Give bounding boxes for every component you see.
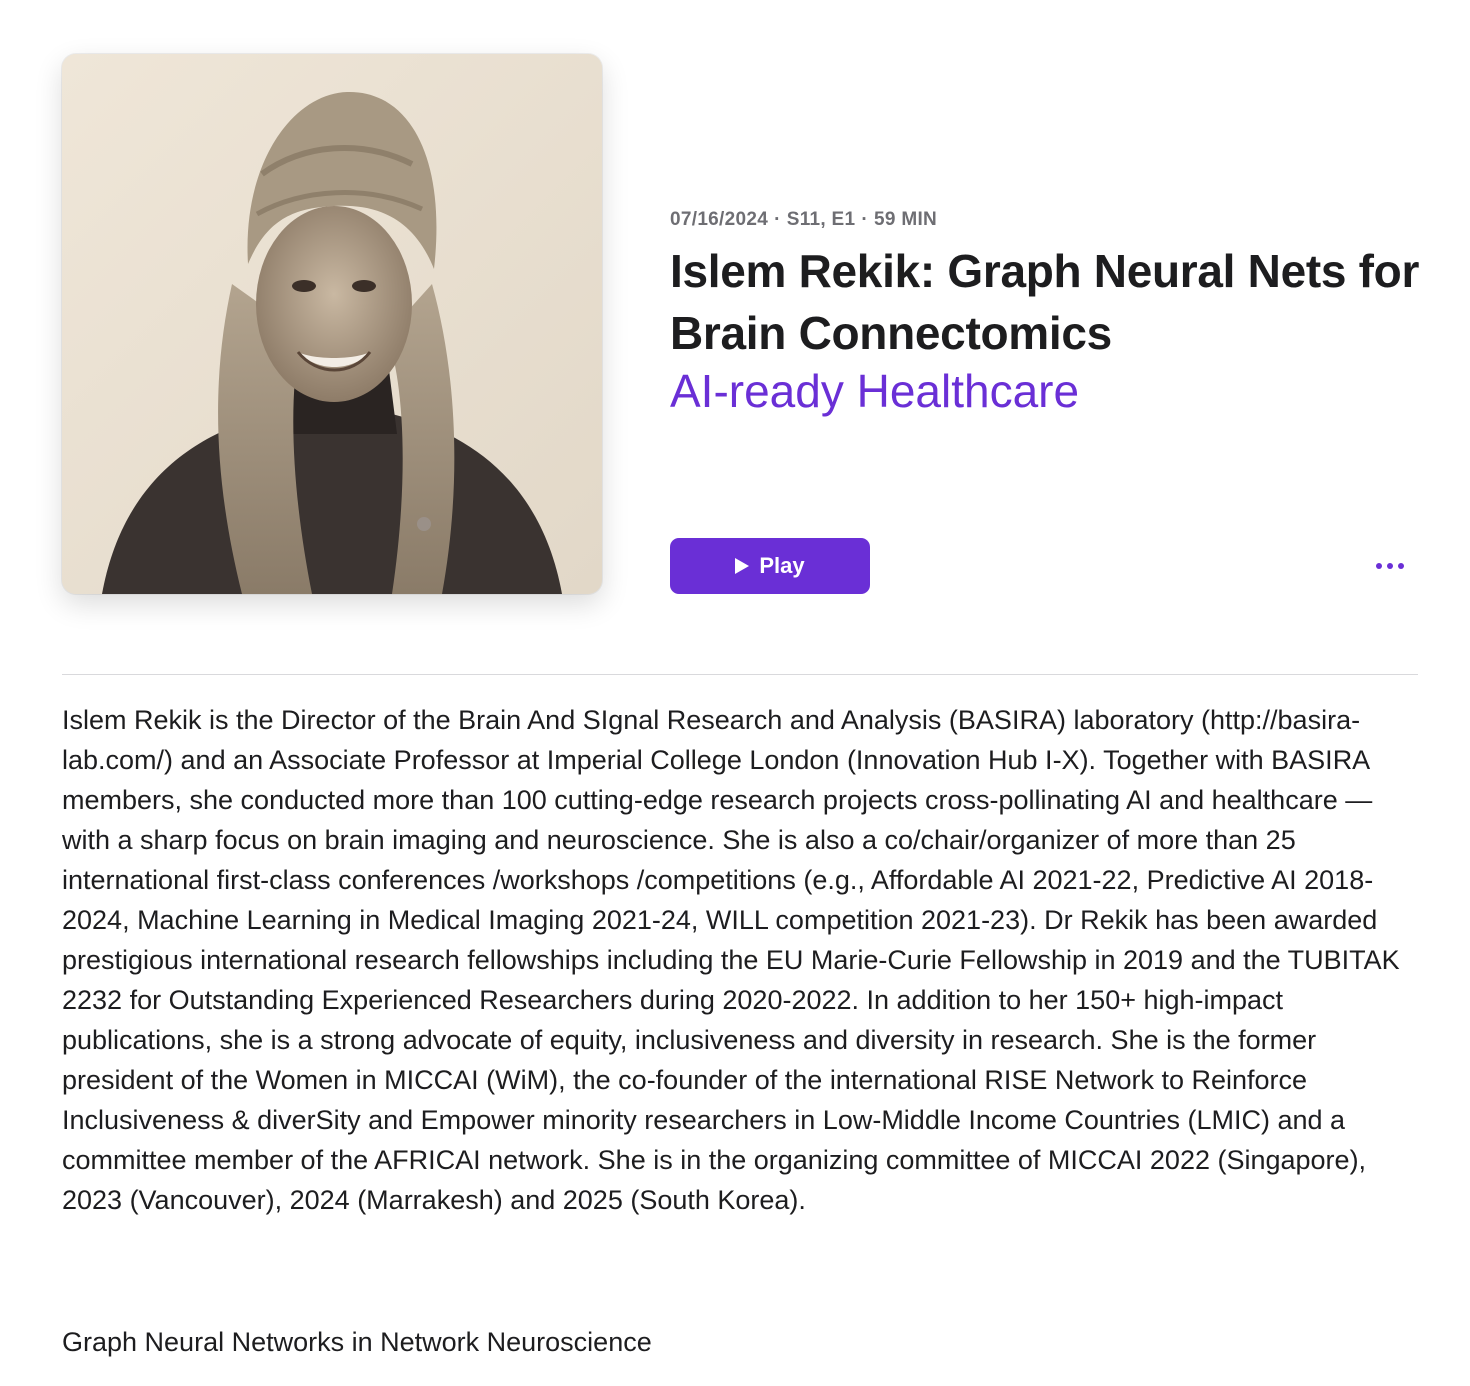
section-divider bbox=[62, 674, 1418, 675]
ellipsis-icon bbox=[1376, 563, 1382, 569]
episode-date: 07/16/2024 bbox=[670, 209, 769, 230]
episode-footer-note: Graph Neural Networks in Network Neuroscience bbox=[62, 1327, 652, 1357]
more-options-button[interactable] bbox=[1370, 550, 1410, 582]
meta-separator: · bbox=[774, 209, 781, 230]
show-name-link[interactable]: AI-ready Healthcare bbox=[670, 365, 1080, 417]
play-icon bbox=[735, 558, 749, 574]
play-button-label: Play bbox=[759, 553, 805, 578]
episode-duration: 59 MIN bbox=[874, 209, 938, 230]
guest-portrait-image bbox=[62, 54, 602, 594]
ellipsis-icon bbox=[1398, 563, 1404, 569]
play-button[interactable] bbox=[670, 538, 870, 594]
episode-season-number: S11, E1 bbox=[786, 209, 856, 230]
episode-title: Islem Rekik: Graph Neural Nets for Brain Connectomics bbox=[670, 245, 1420, 359]
episode-description: Islem Rekik is the Director of the Brain And SIgnal Research and Analysis (BASIRA) laboratory (http://basira-lab.com/) and an Associate Professor at Imperial College London (Innovation Hub I-X). Together with BASIRA members, she conducted more than 100 cutting-edge research projects cross-pollinating AI and healthcare —with a sharp focus on brain imaging and neuroscience. She is also a co/chair/organizer of more than 25 international first-class conferences /workshops /competitions (e.g., Affordable AI 2021-22, Predictive AI 2018-2024, Machine Learning in Medical Imaging 2021-24, WILL competition 2021-23). Dr Rekik has been awarded prestigious international research fellowships including the EU Marie-Curie Fellowship in 2019 and the TUBITAK 2232 for Outstanding Experienced Researchers during 2020-2022. In addition to her 150+ high-impact publications, she is a strong advocate of equity, inclusiveness and diversity in research. She is the former president of the Women in MICCAI (WiM), the co-founder of the international RISE Network to Reinforce Inclusiveness & diverSity and Empower minority researchers in Low-Middle Income Countries (LMIC) and a committee member of the AFRICAI network. She is in the organizing committee of MICCAI 2022 (Singapore), 2023 (Vancouver), 2024 (Marrakesh) and 2025 (South Korea). bbox=[62, 705, 1400, 1215]
ellipsis-icon bbox=[1387, 563, 1393, 569]
episode-meta bbox=[670, 209, 937, 231]
episode-artwork bbox=[62, 54, 602, 594]
meta-separator: · bbox=[861, 209, 869, 230]
